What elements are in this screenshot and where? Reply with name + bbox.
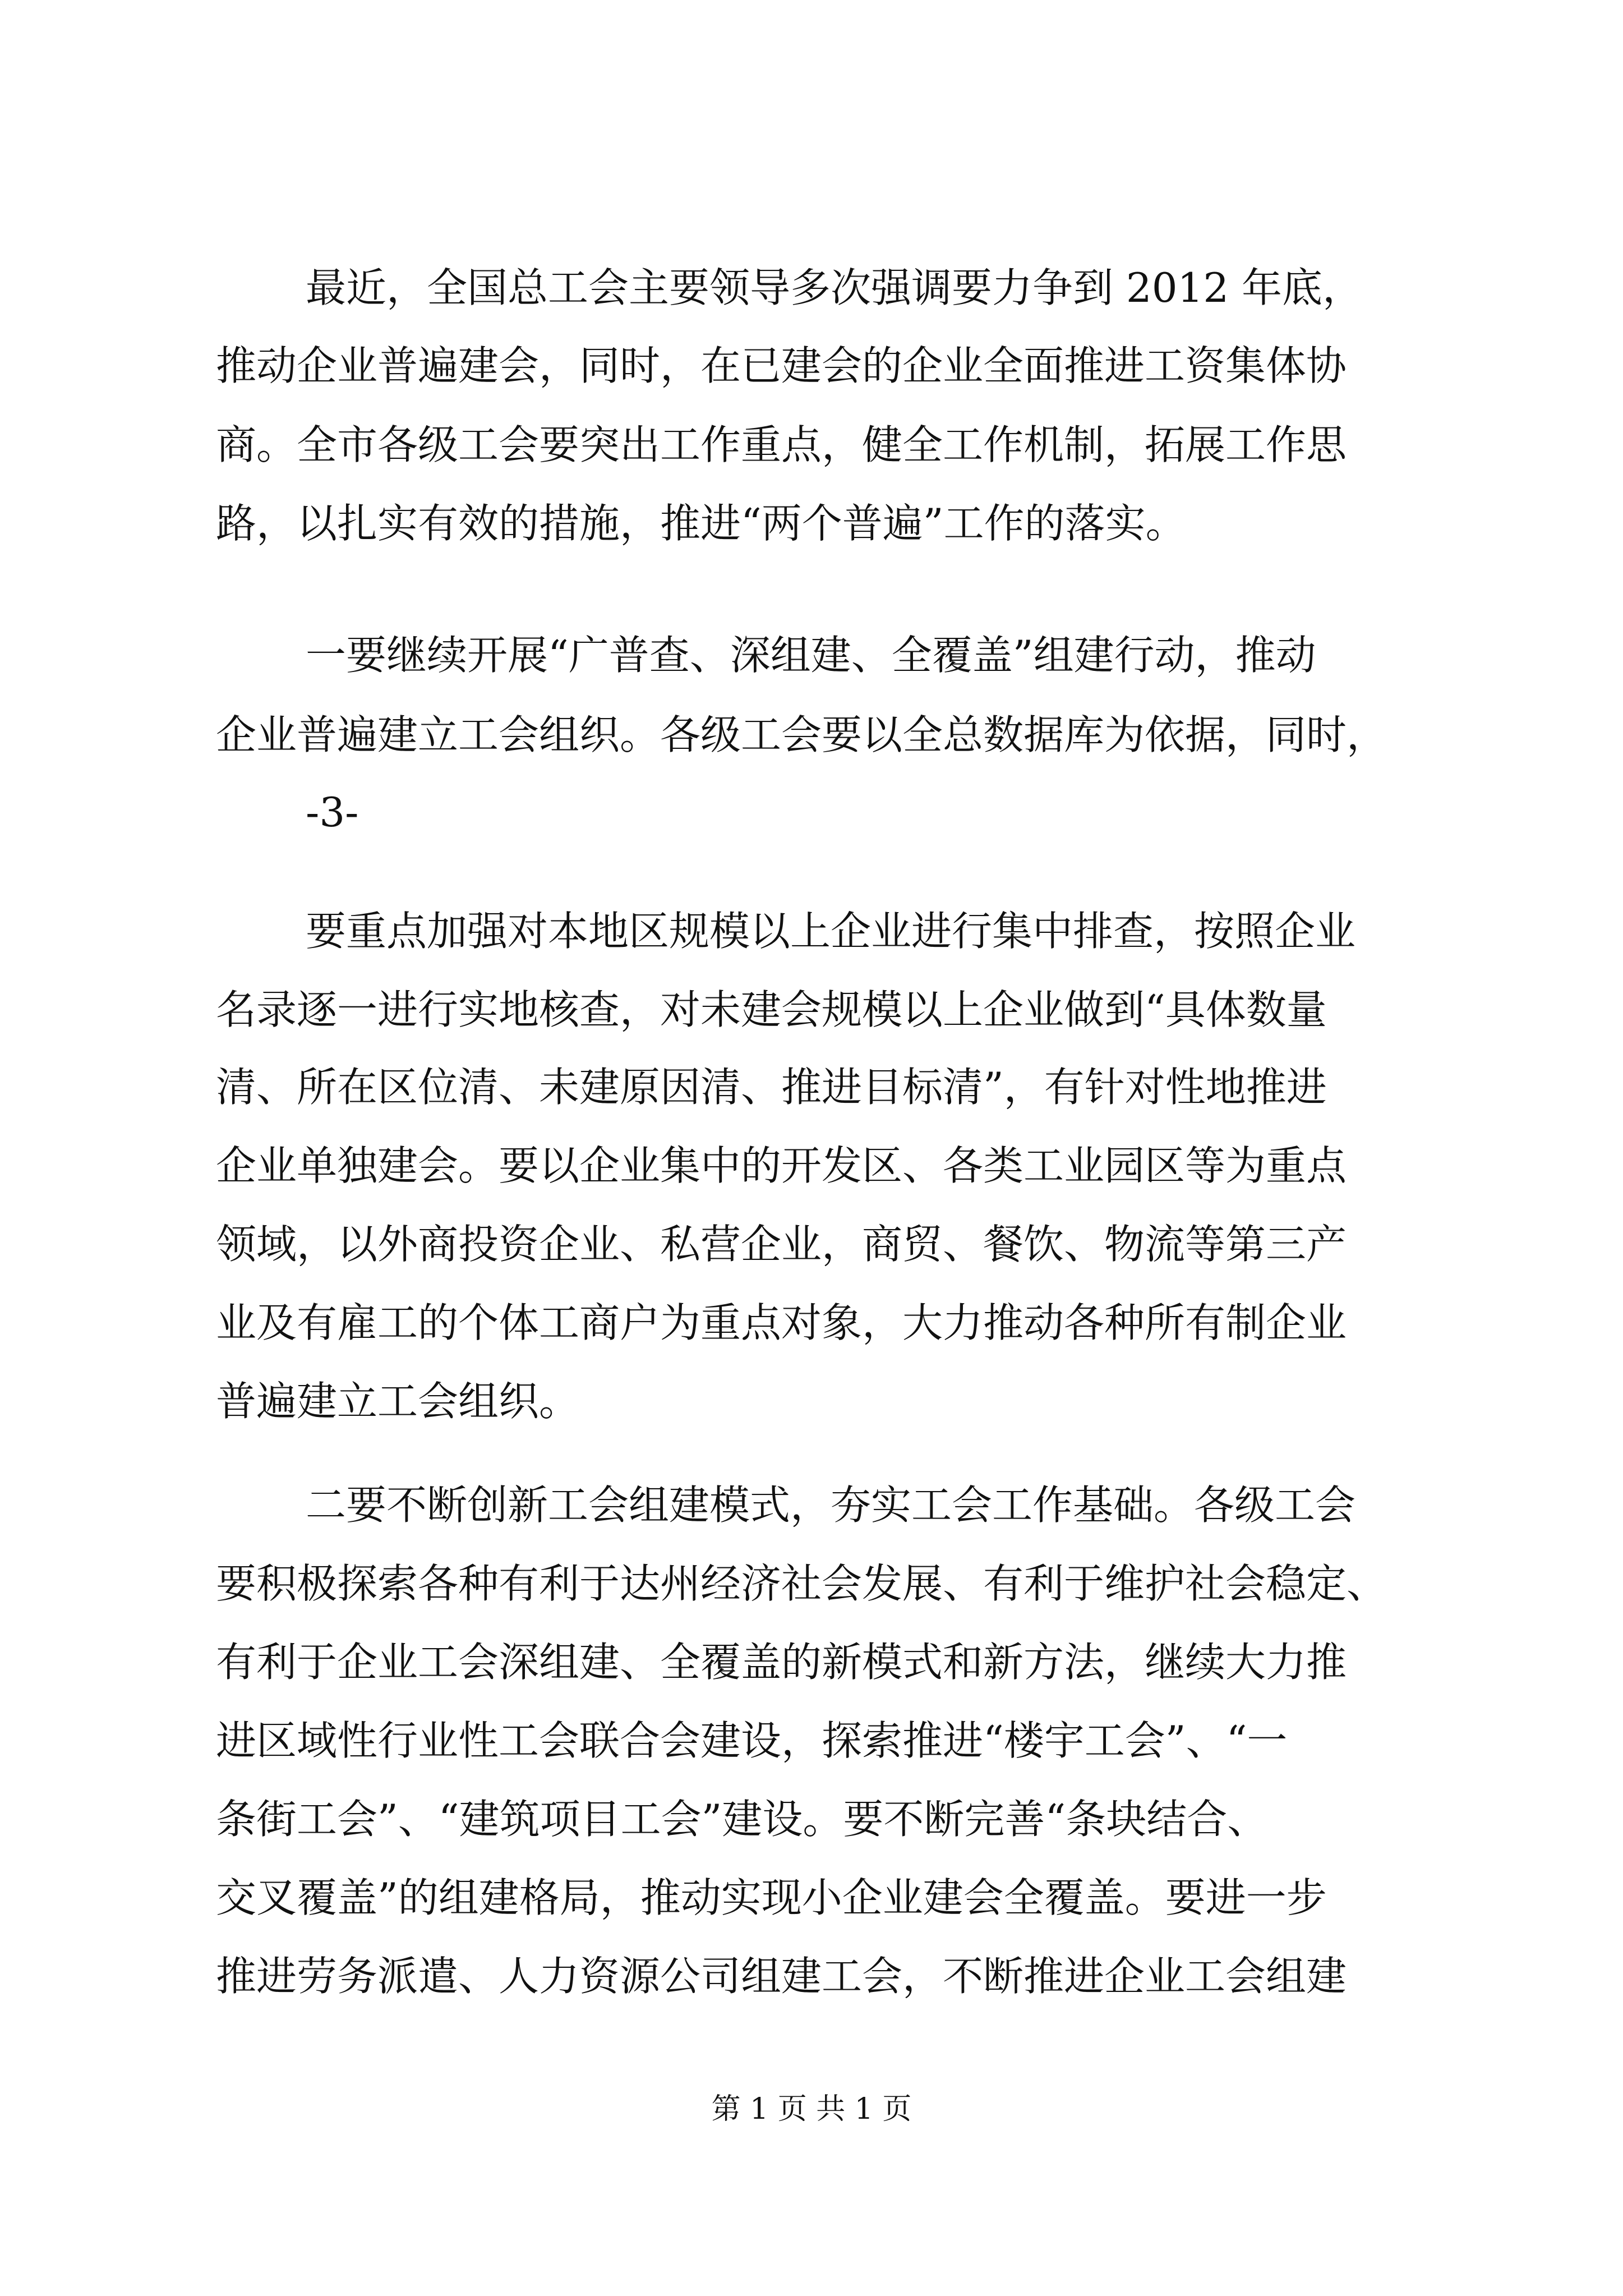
text-line: 业及有雇工的个体工商户为重点对象，大力推动各种所有制企业 xyxy=(216,1299,1347,1346)
text-line: 有利于企业工会深组建、全覆盖的新模式和新方法，继续大力推 xyxy=(216,1639,1347,1686)
text-line: 条街工会”、“建筑项目工会”建设。要不断完善“条块结合、 xyxy=(216,1796,1268,1843)
text-line: 推动企业普遍建会，同时，在已建会的企业全面推进工资集体协 xyxy=(216,342,1347,389)
page-marker: -3- xyxy=(306,789,359,836)
text-line: 企业普遍建立工会组织。各级工会要以全总数据库为依据，同时， xyxy=(216,711,1387,758)
text-line: 要积极探索各种有利于达州经济社会发展、有利于维护社会稳定、 xyxy=(216,1560,1387,1607)
text-line: 普遍建立工会组织。 xyxy=(216,1378,580,1425)
text-line: 商。全市各级工会要突出工作重点，健全工作机制，拓展工作思 xyxy=(216,421,1347,468)
text-line: 领域，以外商投资企业、私营企业，商贸、餐饮、物流等第三产 xyxy=(216,1221,1347,1268)
text-line: 交叉覆盖”的组建格局，推动实现小企业建会全覆盖。要进一步 xyxy=(216,1874,1327,1921)
text-line: 要重点加强对本地区规模以上企业进行集中排查，按照企业 xyxy=(306,908,1356,955)
text-line: 一要继续开展“广普查、深组建、全覆盖”组建行动，推动 xyxy=(306,632,1316,679)
text-line: 路，以扎实有效的措施，推进“两个普遍”工作的落实。 xyxy=(216,500,1186,547)
text-line: 进区域性行业性工会联合会建设，探索推进“楼宇工会”、“一 xyxy=(216,1717,1288,1764)
text-line: 最近，全国总工会主要领导多次强调要力争到 2012 年底， xyxy=(306,264,1363,311)
text-line: 推进劳务派遣、人力资源公司组建工会，不断推进企业工会组建 xyxy=(216,1953,1347,2000)
text-line: 名录逐一进行实地核查，对未建会规模以上企业做到“具体数量 xyxy=(216,986,1327,1033)
text-line: 二要不断创新工会组建模式，夯实工会工作基础。各级工会 xyxy=(306,1481,1356,1529)
text-line: 企业单独建会。要以企业集中的开发区、各类工业园区等为重点 xyxy=(216,1142,1347,1189)
page-footer: 第 1 页 共 1 页 xyxy=(711,2092,912,2126)
text-line: 清、所在区位清、未建原因清、推进目标清”，有针对性地推进 xyxy=(216,1064,1327,1111)
